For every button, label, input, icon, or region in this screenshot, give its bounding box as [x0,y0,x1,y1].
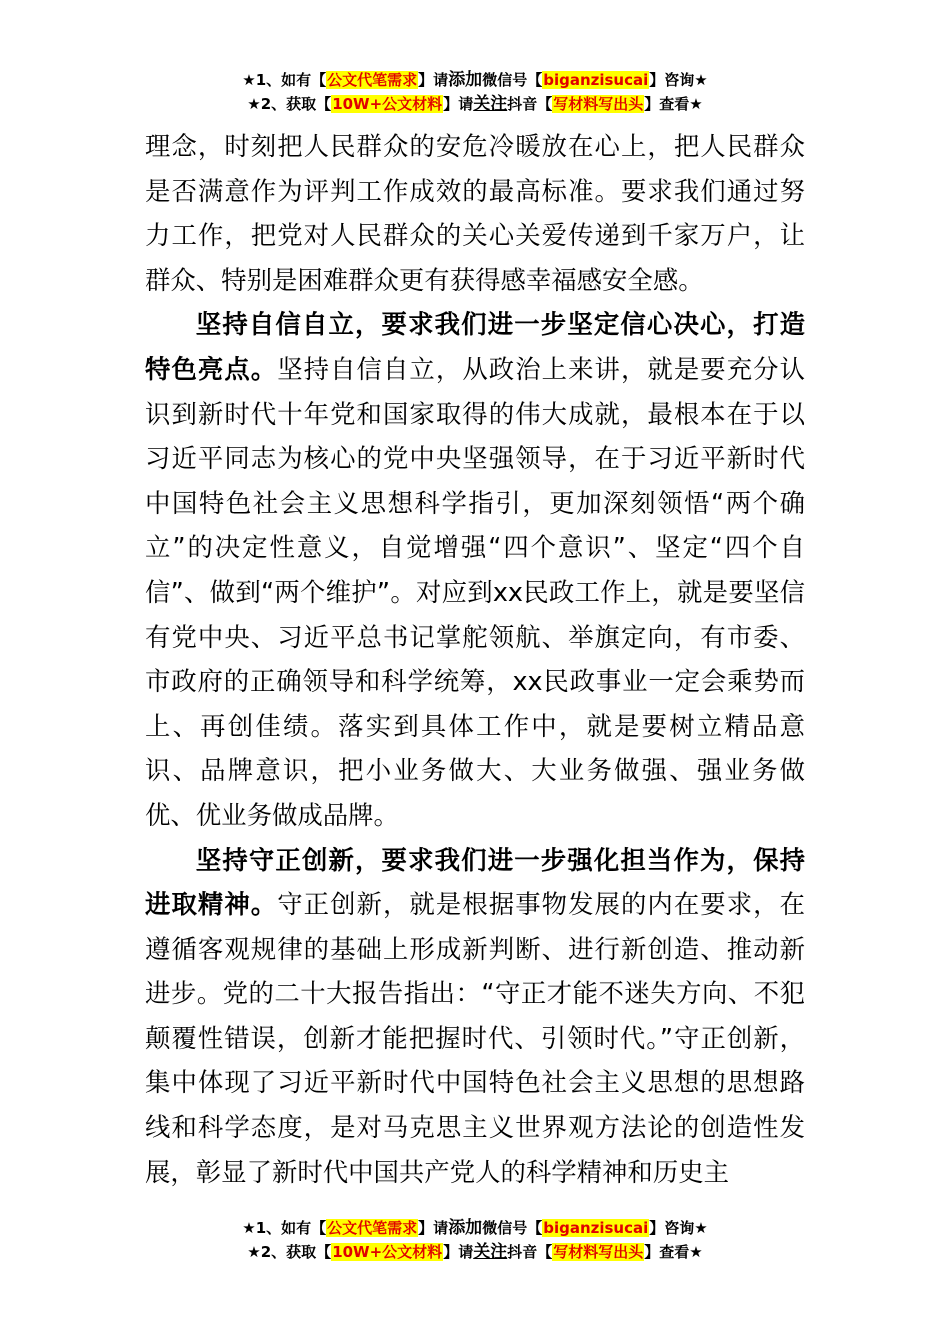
banner-highlight: 10W+公文材料 [332,95,443,113]
banner-text: ★1、如有【 [242,71,327,89]
banner-text: ★2、获取【 [247,95,332,113]
banner-text: 】查看★ [644,1243,703,1261]
banner-text: 微信号【 [482,1219,543,1237]
paragraph-heading: 坚持自信自立，要求我们进一步坚定信心决心，打造特色亮点。 [145,309,805,384]
document-body [145,124,805,1194]
paragraph [145,124,805,302]
paragraph [145,302,805,837]
paragraph-text: 守正创新，就是根据事物发展的内在要求，在遵循客观规律的基础上形成新判断、进行新创造、推动新进步。党的二十大报告指出：“守正才能不迷失方向、不犯颠覆性错误，创新才能把握时代、引领时代。”守正创新，集中体现了习近平新时代中国特色社会主义思想的思想路线和科学态度，是对马克思主义世界观方法论的创造性发展，彰显了新时代中国共产党人的科学精神和历史主 [145,889,806,1187]
banner-text: 】咨询★ [649,1219,708,1237]
banner-text: 抖音【 [507,1243,553,1261]
banner-text: ★2、获取【 [247,1243,332,1261]
banner-highlight: biganzisucai [543,1219,649,1237]
banner-emphasis: 添加 [448,70,483,90]
banner-text: 】请 [418,71,449,89]
banner-text: 】请 [418,1219,449,1237]
banner-highlight: biganzisucai [543,71,649,89]
banner-highlight: 10W+公文材料 [332,1243,443,1261]
paragraph [145,838,805,1195]
banner-highlight: 写材料写出头 [553,95,644,113]
banner-line-2 [0,1240,950,1264]
paragraph-text: 理念，时刻把人民群众的安危冷暖放在心上，把人民群众是否满意作为评判工作成效的最高标准。要求我们通过努力工作，把党对人民群众的关心关爱传递到千家万户，让群众、特别是困难群众更有获得感幸福感安全感。 [145,131,805,295]
banner-highlight: 写材料写出头 [553,1243,644,1261]
banner-emphasis: 关注 [473,94,508,114]
header-banner [0,68,950,116]
paragraph-heading: 坚持守正创新，要求我们进一步强化担当作为，保持进取精神。 [145,844,805,920]
banner-highlight: 公文代笔需求 [327,1219,418,1237]
banner-text: ★1、如有【 [242,1219,327,1237]
banner-text: 】查看★ [644,95,703,113]
paragraph-text: 坚持自信自立，从政治上来讲，就是要充分认识到新时代十年党和国家取得的伟大成就，最根本在于以习近平同志为核心的党中央坚强领导，在于习近平新时代中国特色社会主义思想科学指引，更加深刻领悟“两个确立”的决定性意义，自觉增强“四个意识”、坚定“四个自信”、做到“两个维护”。对应到xx民政工作上，就是要坚信有党中央、习近平总书记掌舵领航、举旗定向，有市委、市政府的正确领导和科学统筹，xx民政事业一定会乘势而上、再创佳绩。落实到具体工作中，就是要树立精品意识、品牌意识，把小业务做大、大业务做强、强业务做优、优业务做成品牌。 [145,353,806,830]
banner-emphasis: 关注 [473,1242,508,1262]
banner-line-2 [0,92,950,116]
banner-line-1 [0,1216,950,1240]
banner-text: 】请 [443,1243,474,1261]
banner-text: 抖音【 [507,95,553,113]
banner-text: 】请 [443,95,474,113]
banner-highlight: 公文代笔需求 [327,71,418,89]
banner-text: 】咨询★ [649,71,708,89]
footer-banner [0,1216,950,1264]
banner-emphasis: 添加 [448,1218,483,1238]
banner-text: 微信号【 [482,71,543,89]
banner-line-1 [0,68,950,92]
